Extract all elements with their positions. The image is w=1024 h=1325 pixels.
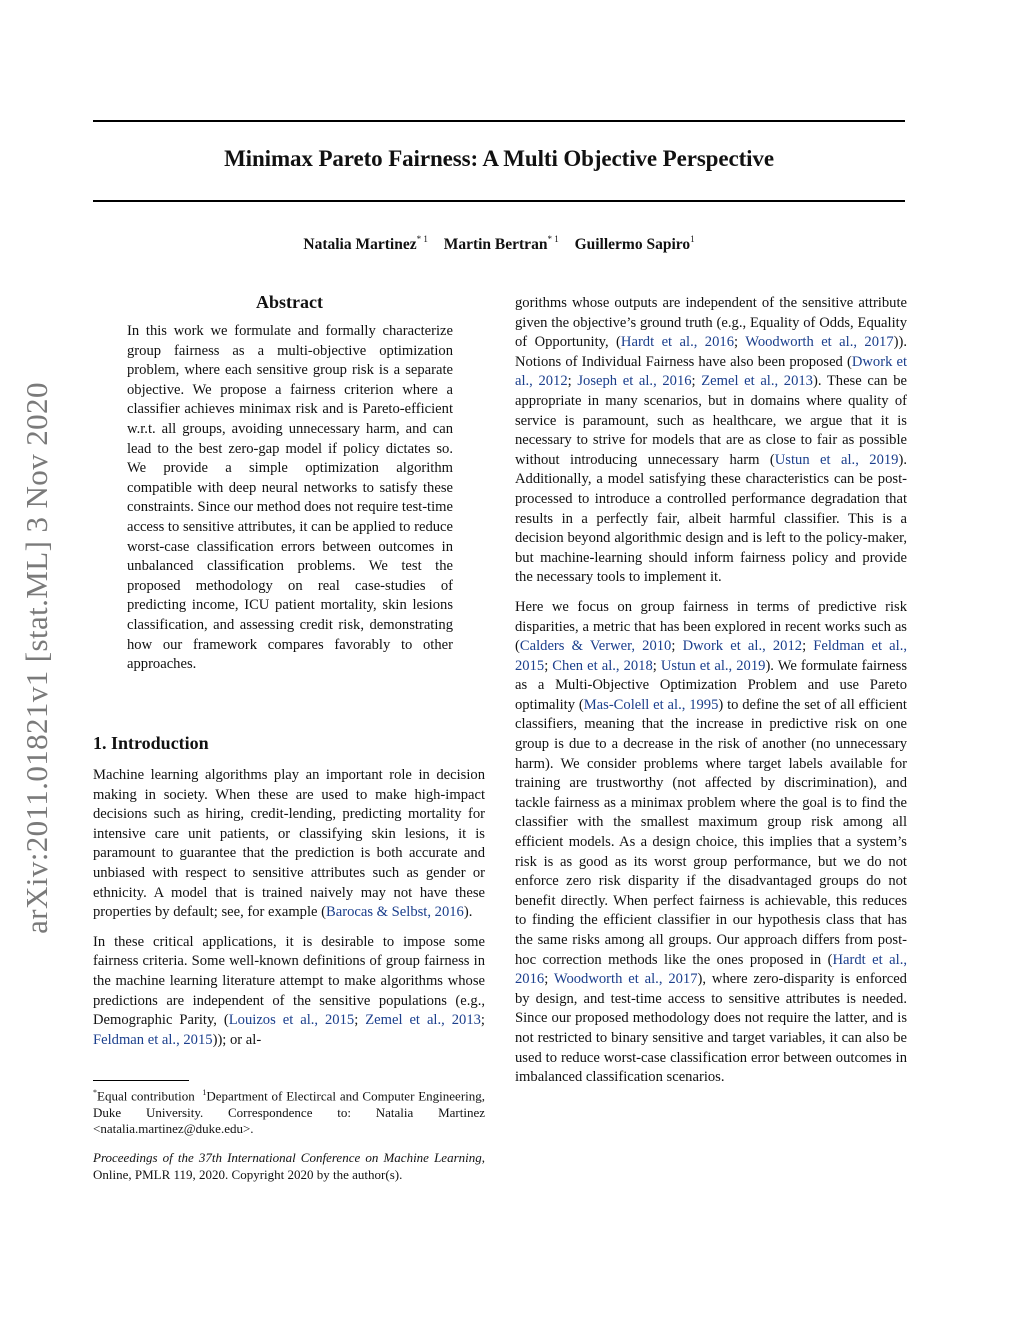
citation-link[interactable]: Chen et al., 2018 xyxy=(552,657,653,674)
citation-link[interactable]: Dwork et al., 2012 xyxy=(682,638,803,655)
citation-link[interactable]: Feldman et al., 2015 xyxy=(93,1031,213,1048)
citation-link[interactable]: Zemel et al., 2013 xyxy=(701,373,813,390)
abstract-heading: Abstract xyxy=(256,292,323,312)
proceedings-note: Proceedings of the 37th International Conference on Machine Learning, Online, PMLR 119, 2020. Copyright 2020 by the author(s). xyxy=(93,1150,485,1182)
right-paragraph-1: gorithms whose outputs are independent of the sensitive attribute given the objective’s ground truth (e.g., Equality of Odds, Equality of Opportunity, (Hardt et al., 2016; Woodworth et al., 2017)). Notions of Individual Fairness have also been proposed (Dwork et al., 2012; Joseph et al., 2016; Zemel et al., 2013). These can be appropriate in many scenarios, but in domains where quality of service is paramount, such as healthcare, we argue that it is necessary to strive for models that are as close to fair as possible without introducing unnecessary harm (Ustun et al., 2019). Additionally, a model satisfying these characteristics can be post-processed to introduce a controlled performance degradation that results in a perfectly fair, albeit harmful classifier. This is a decision beyond algorithmic design and is left to the policy-maker, but machine-learning should inform fairness policy and provide the necessary tools to implement it. xyxy=(515,295,908,586)
citation-link[interactable]: Dwork et al., 2012 xyxy=(515,353,907,390)
abstract-text: In this work we formulate and formally characterize group fairness as a multi-objective optimization problem, where each sensitive group risk is a separate objective. We propose a fairness criterion where a classifier achieves minimax risk and is Pareto-efficient w.r.t. all groups, avoiding unnecessary harm, and can lead to the best zero-gap model if policy dictates so. We provide a simple optimization algorithm compatible with deep neural networks to satisfy these constraints. Since our method does not require test-time access to sensitive attributes, it can be applied to reduce worst-case classification errors between outcomes in unbalanced classification problems. We test the proposed methodology on real case-studies of predicting income, ICU patient mortality, skin lesions classification, and assessing credit risk, demonstrating how our framework compares favorably to other approaches. xyxy=(127,323,453,673)
citation-link[interactable]: Ustun et al., 2019 xyxy=(774,451,899,468)
citation-link[interactable]: Woodworth et al., 2017 xyxy=(553,971,698,988)
left-column-body xyxy=(93,766,485,1050)
arxiv-side-stamp: arXiv:2011.01821v1 [stat.ML] 3 Nov 2020 xyxy=(19,382,54,934)
author-3: Guillermo Sapiro$^1$ xyxy=(574,234,695,253)
citation-link[interactable]: Barocas & Selbst, 2016 xyxy=(326,904,464,921)
paper-title: Minimax Pareto Fairness: A Multi Objective Perspective xyxy=(224,146,774,171)
right-paragraph-2: Here we focus on group fairness in terms of predictive risk disparities, a metric that has been explored in recent works such as (Calders & Verwer, 2010; Dwork et al., 2012; Feldman et al., 2015; Chen et al., 2018; Ustun et al., 2019). We formulate fairness as a Multi-Objective Optimization Problem and use Pareto optimality (Mas-Colell et al., 1995) to define the set of all efficient classifiers, meaning that the increase in predictive risk on one group is due to a decrease in the risk of another (no unnecessary harm). We consider problems where target labels available for training are trustworthy (not affected by discrimination), and tackle fairness as a minimax problem where the goal is to find the classifier with the smallest maximum group risk among all efficient models. As a design choice, this implies that a system’s risk is as good as its worst group performance, but we do not enforce zero risk disparity if the disadvantaged groups do not benefit directly. When perfect fairness is achievable, this reduces to finding the efficient classifier in our hypothesis class that has the same risks among all groups. Our approach differs from post-hoc correction methods like the ones proposed in (Hardt et al., 2016; Woodworth et al., 2017), where zero-disparity is enforced by design, and test-time access to sensitive attributes is needed. Since our proposed methodology does not require the latter, and is not restricted to binary sensitive and target variables, it can also be used to reduce worst-case classification error between outcomes in imbalanced classification scenarios. xyxy=(515,598,908,1086)
citation-link[interactable]: Calders & Verwer, 2010 xyxy=(519,638,672,655)
citation-link[interactable]: Hardt et al., 2016 xyxy=(515,951,907,988)
citation-link[interactable]: Hardt et al., 2016 xyxy=(620,334,734,351)
citation-link[interactable]: Woodworth et al., 2017 xyxy=(745,334,894,351)
citation-link[interactable]: Zemel et al., 2013 xyxy=(365,1012,481,1029)
intro-paragraph-1: Machine learning algorithms play an important role in decision making in society. When these are used to make high-impact decisions such as hiring, credit-lending, predicting mortality for intensive care unit patients, or classifying skin lesions, it is paramount to guarantee that the prediction is both accurate and unbiased with respect to sensitive attributes such as gender or ethnicity. A model that is trained naively may not have these properties by default; see, for example (Barocas & Selbst, 2016). xyxy=(93,767,485,921)
footnote-rule xyxy=(93,1080,189,1081)
title-bottom-rule xyxy=(93,200,905,202)
section-heading-introduction: 1. Introduction xyxy=(93,733,209,753)
footnote: *Equal contribution $^1$Department of Electircal and Computer Engineering, Duke University. Correspondence to: Natalia Martinez <natalia.martinez@duke.edu>. xyxy=(93,1088,486,1137)
author-2: Martin Bertran$^{* 1}$ xyxy=(443,234,559,253)
citation-link[interactable]: Joseph et al., 2016 xyxy=(577,373,692,390)
citation-link[interactable]: Mas-Colell et al., 1995 xyxy=(583,696,719,713)
intro-paragraph-2: In these critical applications, it is desirable to impose some fairness criteria. Some well-known definitions of group fairness in the machine learning literature attempt to make algorithms whose predictions are independent of the sensitive populations (e.g., Demographic Parity, (Louizos et al., 2015; Zemel et al., 2013; Feldman et al., 2015)); or al- xyxy=(93,933,485,1048)
citation-link[interactable]: Louizos et al., 2015 xyxy=(228,1012,355,1029)
citation-link[interactable]: Ustun et al., 2019 xyxy=(660,657,766,674)
author-1: Natalia Martinez$^{* 1}$ xyxy=(303,234,428,253)
author-list xyxy=(93,236,905,254)
citation-link[interactable]: Feldman et al., 2015 xyxy=(515,638,908,674)
right-column-body xyxy=(515,294,907,1088)
title-top-rule xyxy=(93,120,905,122)
